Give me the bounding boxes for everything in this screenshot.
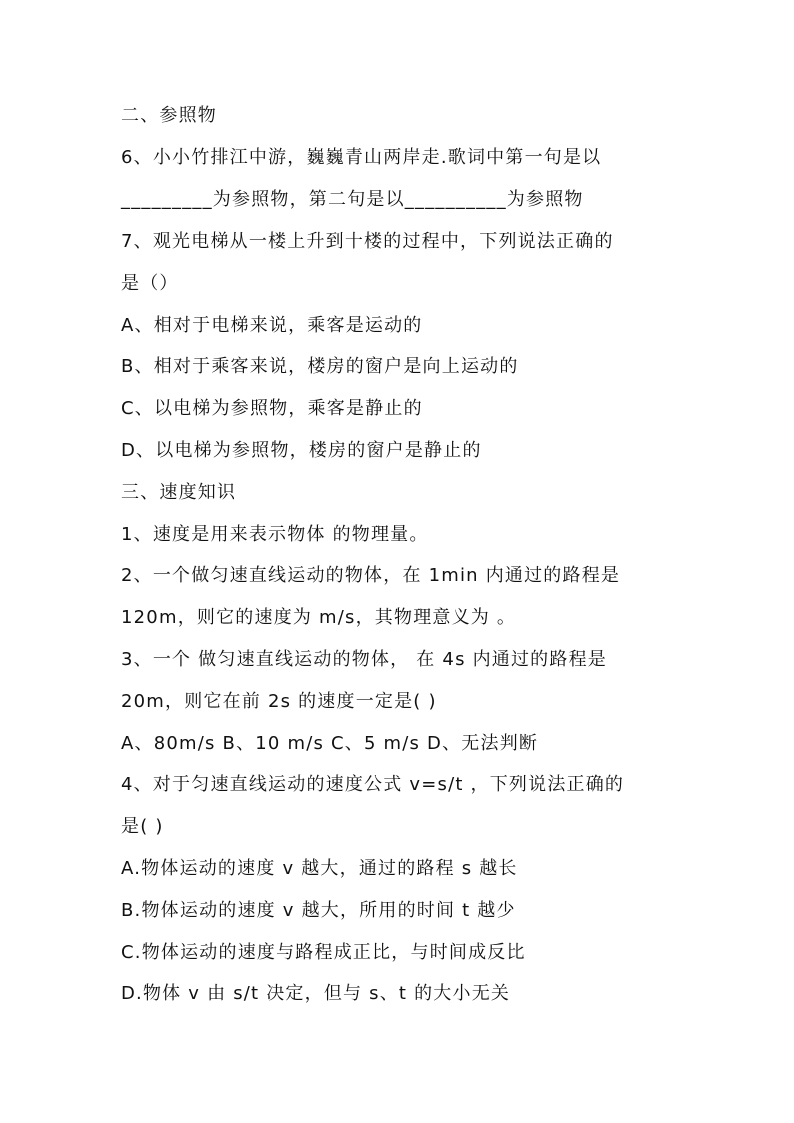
speed-question-2-line-1: 2、一个做匀速直线运动的物体，在 1min 内通过的路程是 (121, 565, 621, 586)
speed-question-4-option-c: C.物体运动的速度与路程成正比，与时间成反比 (121, 942, 526, 963)
question-6-line-1: 6、小小竹排江中游，巍巍青山两岸走.歌词中第一句是以 (121, 147, 602, 168)
speed-question-4-option-d: D.物体 v 由 s/t 决定，但与 s、t 的大小无关 (121, 983, 511, 1004)
question-7-option-d: D、以电梯为参照物，楼房的窗户是静止的 (121, 440, 482, 461)
question-7-option-b: B、相对于乘客来说，楼房的窗户是向上运动的 (121, 356, 519, 377)
speed-question-1: 1、速度是用来表示物体 的物理量。 (121, 524, 429, 545)
question-6-line-2: _________为参照物，第二句是以__________为参照物 (121, 189, 584, 210)
speed-question-4-line-1: 4、对于匀速直线运动的速度公式 v=s/t ，下列说法正确的 (121, 774, 625, 795)
speed-question-4-line-2: 是( ) (121, 816, 164, 837)
speed-question-3-options: A、80m/s B、10 m/s C、5 m/s D、无法判断 (121, 733, 539, 754)
speed-question-2-line-2: 120m，则它的速度为 m/s，其物理意义为 。 (121, 607, 517, 628)
speed-question-3-line-2: 20m，则它在前 2s 的速度一定是( ) (121, 691, 437, 712)
section-heading-reference-frame: 二、参照物 (121, 105, 217, 126)
section-heading-speed: 三、速度知识 (121, 482, 237, 503)
question-7-line-1: 7、观光电梯从一楼上升到十楼的过程中，下列说法正确的 (121, 231, 614, 252)
question-7-option-c: C、以电梯为参照物，乘客是静止的 (121, 398, 423, 419)
question-7-line-2: 是（） (121, 273, 179, 294)
question-7-option-a: A、相对于电梯来说，乘客是运动的 (121, 315, 423, 336)
speed-question-4-option-a: A.物体运动的速度 v 越大，通过的路程 s 越长 (121, 858, 518, 879)
speed-question-4-option-b: B.物体运动的速度 v 越大，所用的时间 t 越少 (121, 900, 516, 921)
speed-question-3-line-1: 3、一个 做匀速直线运动的物体， 在 4s 内通过的路程是 (121, 649, 607, 670)
